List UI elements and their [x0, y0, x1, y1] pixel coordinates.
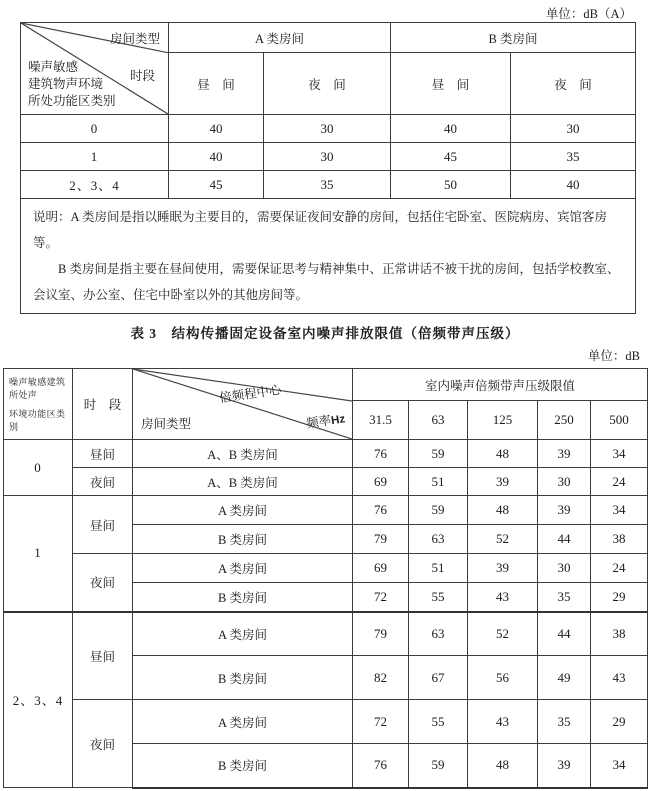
value-cell: 79	[353, 525, 409, 554]
value-cell: 43	[468, 583, 538, 612]
category-cell: 2、3、4	[21, 171, 169, 199]
table-row	[21, 171, 636, 199]
room-class-b-header: B 类房间	[391, 23, 636, 53]
value-cell: 30	[538, 554, 591, 583]
period-header: 夜 间	[264, 53, 391, 115]
table-row	[4, 440, 648, 468]
value-cell: 38	[591, 525, 648, 554]
value-cell: 69	[353, 468, 409, 496]
value-cell: 69	[353, 554, 409, 583]
category-cell: 2、3、4	[4, 612, 73, 788]
value-cell: 45	[169, 171, 264, 199]
category-header-line: 环境功能区类别	[9, 409, 66, 432]
category-cell: 0	[21, 115, 169, 143]
freq-header-cell: 125	[468, 401, 538, 440]
unit-label-db: 单位：dB	[587, 349, 640, 363]
value-cell: 39	[538, 496, 591, 525]
room-cell: A、B 类房间	[133, 440, 353, 468]
room-cell: B 类房间	[133, 744, 353, 788]
value-cell: 59	[409, 744, 468, 788]
frequency-text: 频率	[305, 413, 332, 431]
value-cell: 76	[353, 744, 409, 788]
note-line-1: 说明：A 类房间是指以睡眠为主要目的，需要保证夜间安静的房间，包括住宅卧室、医院病房、宾馆客房等。	[33, 210, 607, 250]
value-cell: 43	[468, 700, 538, 744]
table-row	[21, 143, 636, 171]
value-cell: 59	[409, 496, 468, 525]
table-octave-band-limits	[3, 368, 648, 789]
room-cell: A 类房间	[133, 554, 353, 583]
value-cell: 56	[468, 656, 538, 700]
value-cell: 35	[511, 143, 636, 171]
value-cell: 50	[391, 171, 511, 199]
room-type-label: 房间类型	[141, 417, 192, 431]
value-cell: 39	[538, 440, 591, 468]
table-notes	[21, 199, 636, 314]
category-line: 建筑物声环境	[28, 77, 104, 91]
value-cell: 40	[169, 143, 264, 171]
value-cell: 49	[538, 656, 591, 700]
table-a-weighted-limits	[20, 22, 636, 314]
room-class-a-header: A 类房间	[169, 23, 391, 53]
period-cell: 夜间	[73, 700, 133, 788]
period-header: 昼 间	[169, 53, 264, 115]
room-cell: A、B 类房间	[133, 468, 353, 496]
period-column-header: 时 段	[73, 369, 133, 440]
value-cell: 29	[591, 583, 648, 612]
value-cell: 45	[391, 143, 511, 171]
table-row	[4, 612, 648, 656]
value-cell: 24	[591, 468, 648, 496]
period-cell: 昼间	[73, 496, 133, 554]
value-cell: 72	[353, 583, 409, 612]
value-cell: 48	[468, 440, 538, 468]
corner-room-type-label: 房间类型	[109, 32, 160, 46]
table-row	[4, 700, 648, 744]
corner-category-label	[28, 59, 116, 110]
value-cell: 55	[409, 583, 468, 612]
value-cell: 30	[264, 115, 391, 143]
period-header: 昼 间	[391, 53, 511, 115]
value-cell: 79	[353, 612, 409, 656]
value-cell: 82	[353, 656, 409, 700]
value-cell: 48	[468, 744, 538, 788]
octave-center-label: 倍频程中心	[218, 382, 283, 406]
value-cell: 40	[169, 115, 264, 143]
value-cell: 40	[391, 115, 511, 143]
value-cell: 30	[264, 143, 391, 171]
freq-header-cell: 250	[538, 401, 591, 440]
value-cell: 34	[591, 744, 648, 788]
value-cell: 39	[538, 744, 591, 788]
unit-label-dba: 单位：dB（A）	[545, 7, 632, 21]
value-cell: 52	[468, 525, 538, 554]
category-cell: 0	[4, 440, 73, 496]
table-row	[4, 468, 648, 496]
freq-header-cell: 63	[409, 401, 468, 440]
value-cell: 63	[409, 525, 468, 554]
span-header: 室内噪声倍频带声压级限值	[353, 369, 648, 401]
period-cell: 夜间	[73, 554, 133, 612]
hz-unit-label: Hz	[330, 413, 346, 428]
value-cell: 35	[538, 700, 591, 744]
category-header-line: 噪声敏感建筑所处声	[9, 377, 66, 400]
value-cell: 44	[538, 525, 591, 554]
value-cell: 76	[353, 440, 409, 468]
room-cell: A 类房间	[133, 612, 353, 656]
value-cell: 35	[264, 171, 391, 199]
value-cell: 55	[409, 700, 468, 744]
table-row	[21, 115, 636, 143]
value-cell: 44	[538, 612, 591, 656]
freq-header-cell: 500	[591, 401, 648, 440]
period-cell: 昼间	[73, 612, 133, 700]
value-cell: 72	[353, 700, 409, 744]
room-cell: A 类房间	[133, 496, 353, 525]
value-cell: 38	[591, 612, 648, 656]
table2-category-header	[4, 369, 73, 440]
note-line-2: B 类房间是指主要在昼间使用，需要保证思考与精神集中、正常讲话不被干扰的房间，包括学校教室、会议室、办公室、住宅中卧室以外的其他房间等。	[33, 262, 620, 302]
category-line: 所处功能区类别	[28, 94, 116, 108]
value-cell: 59	[409, 440, 468, 468]
room-cell: B 类房间	[133, 583, 353, 612]
freq-header-cell: 31.5	[353, 401, 409, 440]
value-cell: 48	[468, 496, 538, 525]
table-row	[4, 554, 648, 583]
value-cell: 24	[591, 554, 648, 583]
period-cell: 昼间	[73, 440, 133, 468]
period-header: 夜 间	[511, 53, 636, 115]
value-cell: 29	[591, 700, 648, 744]
value-cell: 39	[468, 468, 538, 496]
table-row	[4, 496, 648, 525]
category-cell: 1	[4, 496, 73, 612]
value-cell: 63	[409, 612, 468, 656]
value-cell: 67	[409, 656, 468, 700]
value-cell: 52	[468, 612, 538, 656]
value-cell: 51	[409, 468, 468, 496]
value-cell: 30	[511, 115, 636, 143]
category-cell: 1	[21, 143, 169, 171]
room-cell: A 类房间	[133, 700, 353, 744]
value-cell: 34	[591, 440, 648, 468]
value-cell: 30	[538, 468, 591, 496]
room-cell: B 类房间	[133, 656, 353, 700]
period-cell: 夜间	[73, 468, 133, 496]
table1-corner-cell	[21, 23, 169, 115]
category-line: 噪声敏感	[28, 60, 79, 74]
value-cell: 35	[538, 583, 591, 612]
value-cell: 40	[511, 171, 636, 199]
table2-corner-cell	[133, 369, 353, 440]
value-cell: 76	[353, 496, 409, 525]
room-cell: B 类房间	[133, 525, 353, 554]
value-cell: 43	[591, 656, 648, 700]
value-cell: 34	[591, 496, 648, 525]
value-cell: 39	[468, 554, 538, 583]
table3-title: 表 3 结构传播固定设备室内噪声排放限值（倍频带声压级）	[130, 326, 520, 341]
value-cell: 51	[409, 554, 468, 583]
corner-period-label: 时段	[129, 69, 155, 83]
